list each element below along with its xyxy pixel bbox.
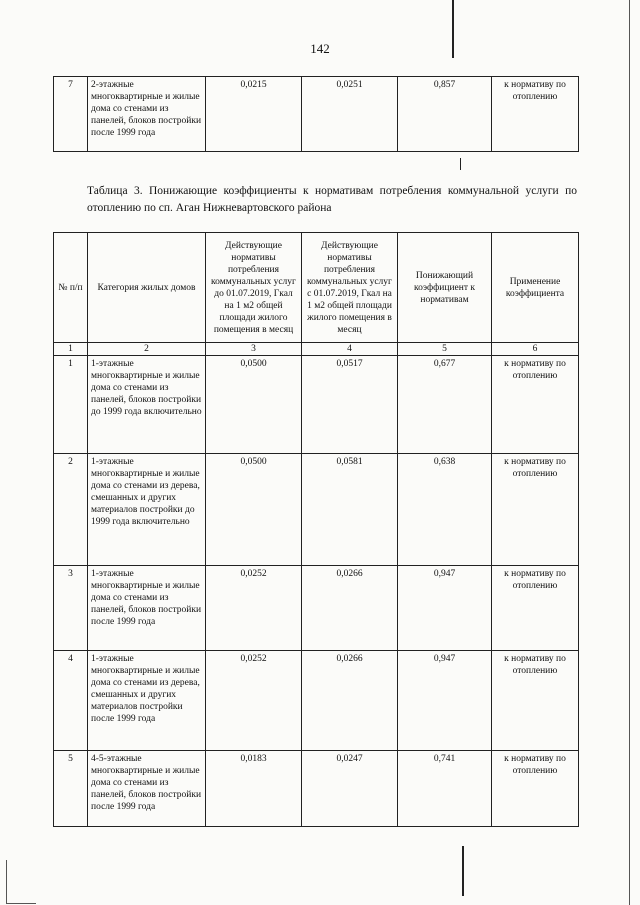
table-row xyxy=(54,651,579,751)
row-norm-before: 0,0500 xyxy=(206,356,302,454)
row-norm-before: 0,0500 xyxy=(206,454,302,566)
table-row xyxy=(54,751,579,827)
row-norm-before: 0,0252 xyxy=(206,566,302,651)
row-application: к нормативу по отоплению xyxy=(492,566,579,651)
row-norm-before: 0,0183 xyxy=(206,751,302,827)
scan-artifact-line xyxy=(460,158,461,170)
row-norm-after: 0,0266 xyxy=(302,566,398,651)
row-category: 2-этажные многоквартирные и жилые дома со стенами из панелей, блоков постройки после 1999 года xyxy=(88,77,206,152)
row-category: 4-5-этажные многоквартирные и жилые дома со стенами из панелей, блоков постройки после 1999 года xyxy=(88,751,206,827)
row-application: к нормативу по отоплению xyxy=(492,751,579,827)
row-norm-after: 0,0247 xyxy=(302,751,398,827)
scan-artifact-corner xyxy=(6,903,36,904)
continued-table xyxy=(53,76,579,152)
row-coefficient: 0,677 xyxy=(398,356,492,454)
row-norm-before: 0,0252 xyxy=(206,651,302,751)
table-header-row xyxy=(54,233,579,343)
row-number: 3 xyxy=(54,566,88,651)
row-norm-after: 0,0517 xyxy=(302,356,398,454)
table-row xyxy=(54,356,579,454)
header-norm-before: Действующие нормативы потребления коммунальных услуг до 01.07.2019, Гкал на 1 м2 общей площади жилого помещения в месяц xyxy=(206,233,302,343)
header-number: № п/п xyxy=(54,233,88,343)
row-number: 1 xyxy=(54,356,88,454)
column-index: 3 xyxy=(206,343,302,356)
scan-artifact-line xyxy=(452,0,454,58)
header-category: Категория жилых домов xyxy=(88,233,206,343)
column-index: 5 xyxy=(398,343,492,356)
row-coefficient: 0,947 xyxy=(398,566,492,651)
row-category: 1-этажные многоквартирные и жилые дома со стенами из панелей, блоков постройки до 1999 года включительно xyxy=(88,356,206,454)
row-norm-after: 0,0251 xyxy=(302,77,398,152)
row-coefficient: 0,638 xyxy=(398,454,492,566)
row-norm-after: 0,0581 xyxy=(302,454,398,566)
scan-artifact-line xyxy=(462,846,464,896)
row-application: к нормативу по отоплению xyxy=(492,356,579,454)
header-coefficient: Понижающий коэффициент к нормативам xyxy=(398,233,492,343)
row-application: к нормативу по отоплению xyxy=(492,77,579,152)
scan-artifact-corner xyxy=(6,860,7,904)
column-index: 4 xyxy=(302,343,398,356)
row-coefficient: 0,857 xyxy=(398,77,492,152)
table-row xyxy=(54,454,579,566)
column-index: 1 xyxy=(54,343,88,356)
row-number: 2 xyxy=(54,454,88,566)
row-number: 4 xyxy=(54,651,88,751)
row-coefficient: 0,741 xyxy=(398,751,492,827)
row-category: 1-этажные многоквартирные и жилые дома со стенами из дерева, смешанных и других материалов постройки после 1999 года xyxy=(88,651,206,751)
table-caption: Таблица 3. Понижающие коэффициенты к нормативам потребления коммунальной услуги по отоплению по сп. Аган Нижневартовского района xyxy=(87,185,577,214)
row-application: к нормативу по отоплению xyxy=(492,454,579,566)
table-row xyxy=(54,566,579,651)
row-application: к нормативу по отоплению xyxy=(492,651,579,751)
coefficients-table xyxy=(53,232,579,827)
row-category: 1-этажные многоквартирные и жилые дома со стенами из дерева, смешанных и других материалов постройки до 1999 года включительно xyxy=(88,454,206,566)
column-index: 2 xyxy=(88,343,206,356)
row-category: 1-этажные многоквартирные и жилые дома со стенами из панелей, блоков постройки после 1999 года xyxy=(88,566,206,651)
row-norm-after: 0,0266 xyxy=(302,651,398,751)
table-row xyxy=(54,77,579,152)
page-number: 142 xyxy=(310,41,330,56)
row-norm-before: 0,0215 xyxy=(206,77,302,152)
column-index-row xyxy=(54,343,579,356)
header-norm-after: Действующие нормативы потребления коммунальных услуг с 01.07.2019, Гкал на 1 м2 общей площади жилого помещения в месяц xyxy=(302,233,398,343)
row-coefficient: 0,947 xyxy=(398,651,492,751)
row-number: 7 xyxy=(54,77,88,152)
row-number: 5 xyxy=(54,751,88,827)
header-application: Применение коэффициента xyxy=(492,233,579,343)
scan-artifact-line xyxy=(629,0,630,905)
column-index: 6 xyxy=(492,343,579,356)
